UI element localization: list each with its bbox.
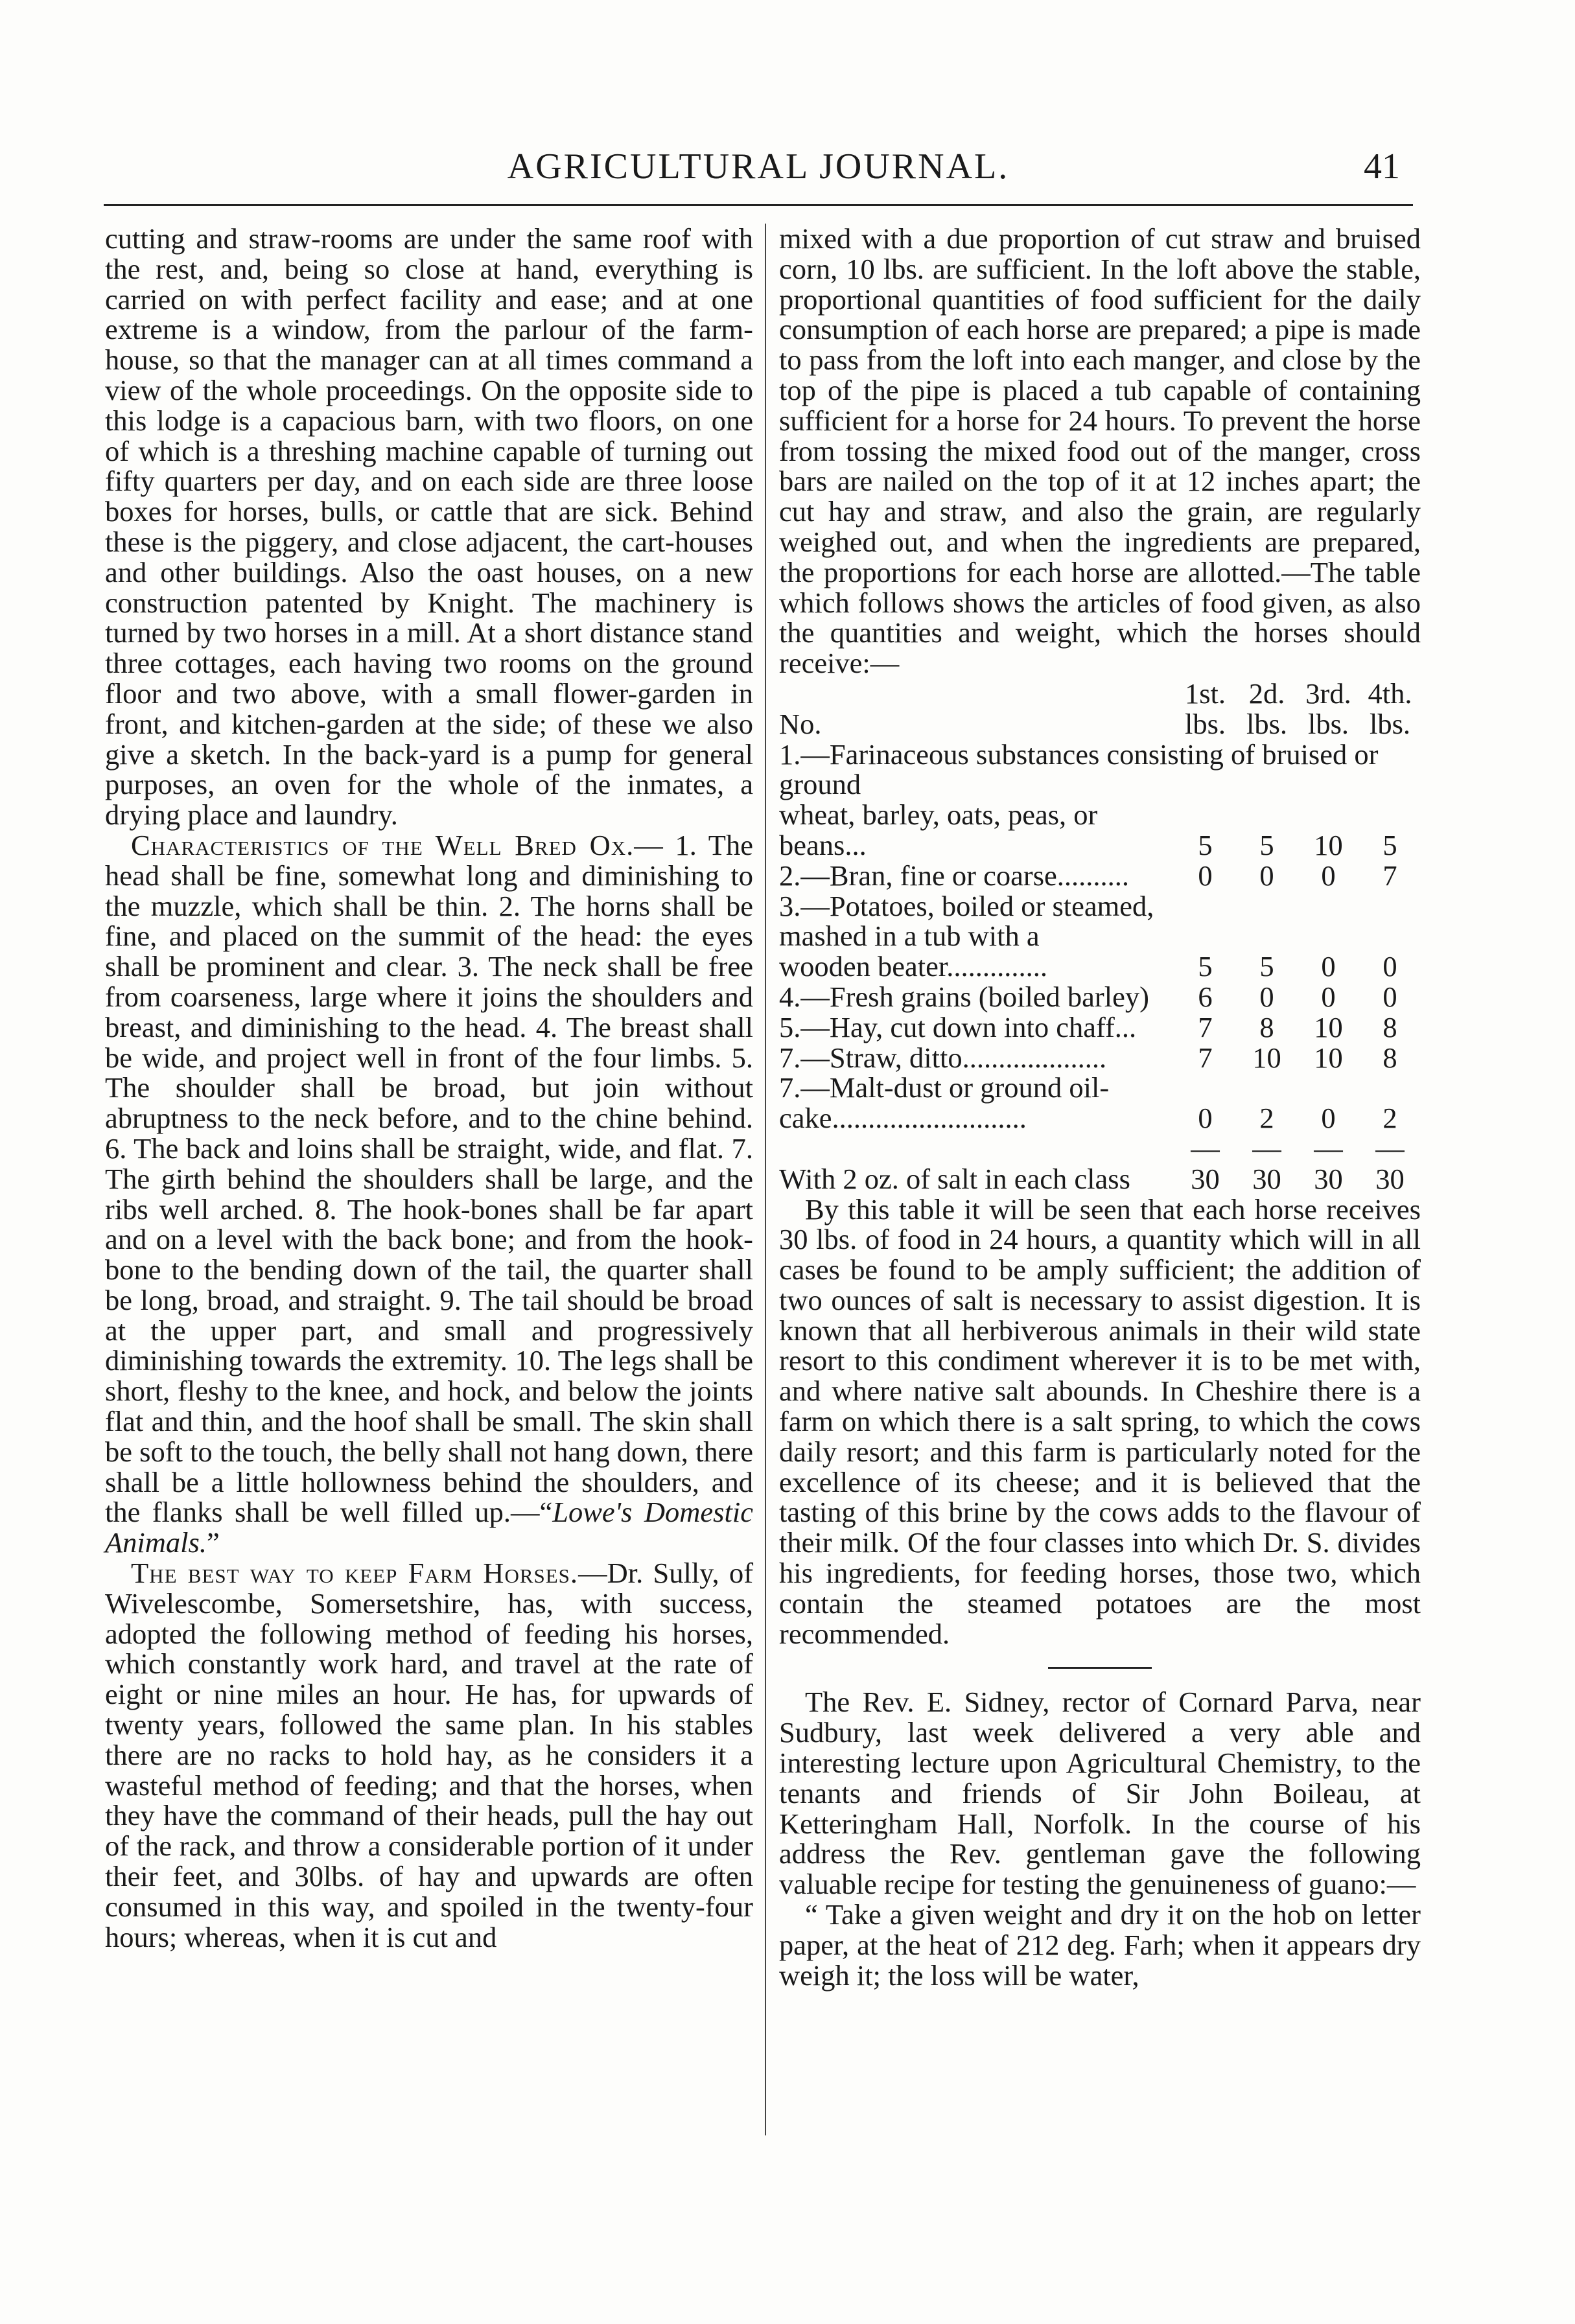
col-head-2: 2d.	[1248, 677, 1285, 710]
table-row: beans... 5 5 10 5	[779, 828, 1397, 861]
right-column	[779, 224, 1421, 1990]
lecture-paragraph: The Rev. E. Sidney, rector of Cornard Parva, near Sudbury, last week delivered a very able and interesting lecture upon Agricultural Chemistry, to the tenants and friends of Sir John Boileau, at Ketteringham Hall, Norfolk. In the course of his address the Rev. gentleman gave the following valuable recipe for testing the genuineness of guano:—	[779, 1686, 1421, 1901]
left-column	[105, 224, 753, 1952]
horses-text: —Dr. Sully, of Wivelescombe, Somersetshire, has, with success, adopted the following method of feeding his horses, which constantly work hard, and travel at the rate of eight or nine miles an hour. He has, for upwards of twenty years, followed the same plan. In his stables there are no racks to hold hay, as he considers it a wasteful method of feeding; and that the horses, when they have the command of their heads, pull the hay out of the rack, and throw a considerable portion of it under their feet, and 30lbs. of hay and upwards are often consumed in this way, and spoiled in the twenty-four hours; whereas, when it is cut and	[105, 1557, 754, 1953]
unit-2: lbs.	[1246, 707, 1288, 740]
unit-3: lbs.	[1307, 707, 1349, 740]
farm-buildings-paragraph: cutting and straw-rooms are under the same roof with the rest, and, being so close at hand, everything is carried on with perfect facility and ease; and at one extreme is a window, from the parlour of the farm-house, so that the manager can at all times command a view of the whole proceedings. On the opposite side to this lodge is a capacious barn, with two floors, on one of which is a threshing machine capable of turning out fifty quarters per day, and on each side are three loose boxes for horses, bulls, or cattle that are sick. Behind these is the piggery, and close adjacent, the cart-houses and other buildings. Also the oast houses, on a new construction patented by Knight. The machinery is turned by two horses in a mill. At a short distance stand three cottages, each having two rooms on the ground floor and two above, with a small flower-garden in front, and kitchen-garden at the side; of these we also give a sketch. In the back-yard is a pump for general purposes, an oven for the whole of the inmates, a drying place and laundry.	[105, 222, 753, 831]
table-row: wheat, barley, oats, peas, or	[779, 798, 1098, 831]
table-row: cake........................... 0 2 0 2	[779, 1102, 1397, 1135]
ox-paragraph	[105, 830, 753, 1558]
col-head-3: 3rd.	[1305, 677, 1351, 710]
feeding-paragraph: mixed with a due proportion of cut straw and bruised corn, 10 lbs. are sufficient. In the loft above the stable, proportional quantities of food sufficient for the daily consumption of each horse are prepared; a pipe is made to pass from the loft into each manger, and close by the top of the pipe is placed a tub capable of containing sufficient for a horse for 24 hours. To prevent the horse from tossing the mixed food out of the manger, cross bars are nailed on the top of it at 12 inches apart; the cut hay and straw, and also the grain, are regularly weighed out, and when the ingredients are prepared, the proportions for each horse are allotted.—The table which follows shows the articles of food given, as also the quantities and weight, which the horses should receive:—	[779, 222, 1421, 680]
table-unit-row	[779, 709, 1421, 739]
table-row: 2.—Bran, fine or coarse.......... 0 0 0 7	[779, 859, 1397, 892]
running-header	[104, 146, 1413, 198]
col-head-4: 4th.	[1368, 677, 1412, 710]
table-row: 5.—Hay, cut down into chaff... 7 8 10 8	[779, 1010, 1397, 1043]
ox-text: — 1. The head shall be fine, somewhat long and diminishing to the muzzle, which shall be thin. 2. The horns shall be fine, and placed on the summit of the head: the eyes shall be prominent and clear. 3. The neck shall be free from coarseness, large where it joins the shoulders and breast, and diminishing to the head. 4. The breast shall be wide, and project well in front of the four limbs. 5. The shoulder shall be broad, but join without abruptness to the neck before, and to the chine behind. 6. The back and loins shall be straight, wide, and flat. 7. The girth behind the shoulders shall be large, and the ribs well arched. 8. The hook-bones shall be far apart and on a level with the back bone; and from the hook-bone to the bending down of the tail, the quarter shall be long, broad, and straight. 9. The tail should be broad at the upper part, and small and progressively diminishing towards the extremity. 10. The legs shall be short, fleshy to the knee, and hock, and below the joints flat and thin, and the hoof shall be small. The skin shall be soft to the touch, the belly shall not hang down, there shall be a little hollowness behind the shoulders, and the flanks shall be well filled up.—“	[105, 828, 753, 1529]
section-rule	[1048, 1667, 1152, 1669]
unit-1: lbs.	[1184, 707, 1226, 740]
col-head-1: 1st.	[1184, 677, 1226, 710]
table-row: 4.—Fresh grains (boiled barley) 6 0 0 0	[779, 980, 1397, 1013]
total-label: With 2 oz. of salt in each class	[779, 1162, 1130, 1195]
guano-recipe-paragraph: “ Take a given weight and dry it on the hob on letter paper, at the heat of 212 deg. Farh; when it appears dry weigh it; the loss will be water,	[779, 1898, 1421, 1992]
table-row: 7.—Malt-dust or ground oil-	[779, 1071, 1110, 1104]
page-number: 41	[1364, 146, 1400, 187]
horses-paragraph	[105, 1558, 753, 1952]
table-header-row	[779, 679, 1421, 709]
feed-table	[779, 679, 1421, 1194]
horses-heading: The best way to keep Farm Horses.	[131, 1557, 579, 1590]
table-row: 1.—Farinaceous substances consisting of bruised or ground	[779, 738, 1379, 801]
table-rule-row: — — — —	[1191, 1132, 1405, 1165]
column-divider	[765, 224, 766, 2135]
table-row: mashed in a tub with a	[779, 920, 1040, 953]
table-row: 3.—Potatoes, boiled or steamed,	[779, 889, 1154, 922]
no-label: No.	[779, 707, 822, 740]
table-total-row: With 2 oz. of salt in each class 30 30 30 30	[779, 1162, 1405, 1195]
header-rule	[104, 204, 1413, 206]
journal-title: AGRICULTURAL JOURNAL.	[507, 146, 1010, 187]
unit-4: lbs.	[1369, 707, 1411, 740]
table-summary-paragraph: By this table it will be seen that each horse receives 30 lbs. of food in 24 hours, a quantity which will in all cases be found to be amply sufficient; the addition of two ounces of salt is necessary to assist digestion. It is known that all herbiverous animals in their wild state resort to this condiment wherever it is to be met with, and where native salt abounds. In Cheshire there is a farm on which there is a salt spring, to which the cows daily resort; and this farm is particularly noted for the excellence of its cheese; and it is believed that the tasting of this brine by the cows adds to the flavour of their milk. Of the four classes into which Dr. S. divides his ingredients, for feeding horses, those two, which contain the steamed potatoes are the most recommended.	[779, 1192, 1421, 1650]
ox-heading: Characteristics of the Well Bred Ox.	[131, 828, 635, 861]
table-row: 7.—Straw, ditto.................... 7 10 10 8	[779, 1041, 1397, 1074]
table-row: wooden beater.............. 5 5 0 0	[779, 950, 1397, 983]
ox-close-quote: ”	[207, 1526, 220, 1559]
ox-source: Lowe's Domestic Animals.	[105, 1496, 753, 1559]
